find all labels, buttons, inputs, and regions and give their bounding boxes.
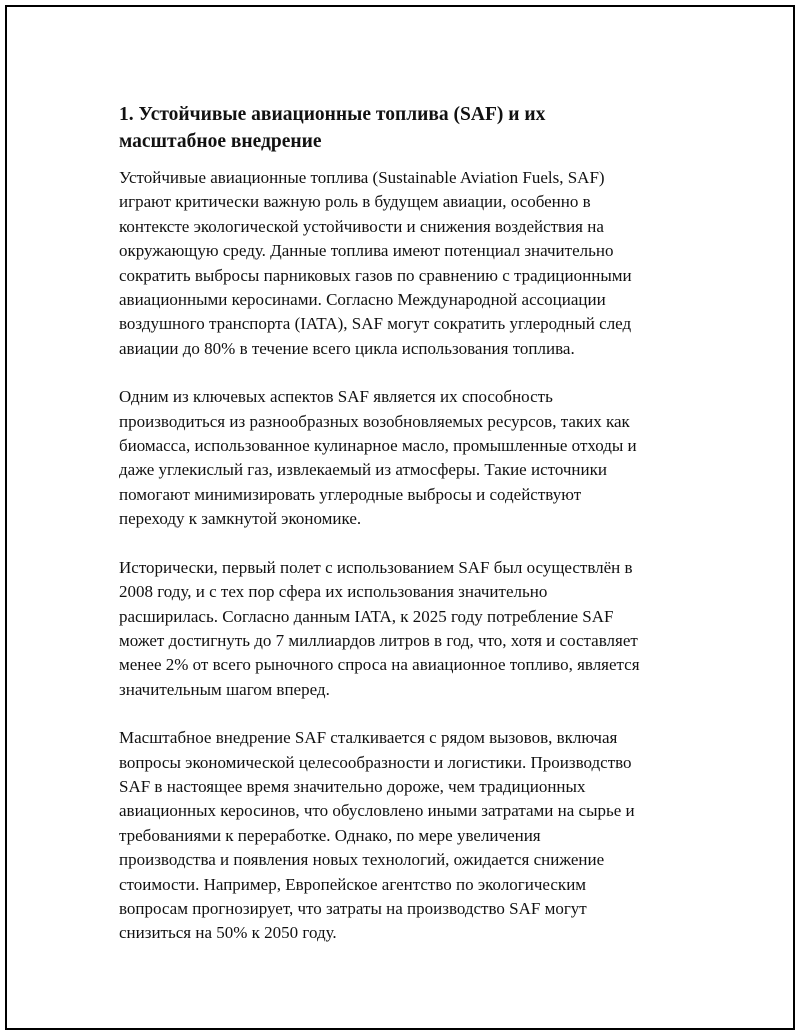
text-line: требованиями к переработке. Однако, по мере увеличения — [119, 825, 541, 845]
text-line: воздушного транспорта (IATA), SAF могут сократить углеродный след — [119, 314, 632, 334]
document-body — [119, 101, 694, 946]
text-line: вопросам прогнозирует, что затраты на производство SAF могут — [119, 898, 587, 918]
text-line: авиационных керосинов, что обусловлено иными затратами на сырье и — [119, 801, 635, 821]
text-line: даже углекислый газ, извлекаемый из атмосферы. Такие источники — [119, 460, 607, 480]
page-frame — [5, 5, 795, 1030]
text-line: Устойчивые авиационные топлива (Sustainable Aviation Fuels, SAF) — [119, 168, 605, 187]
text-line: контексте экологической устойчивости и снижения воздействия на — [119, 216, 604, 236]
text-line: сократить выбросы парниковых газов по сравнению с традиционными — [119, 265, 632, 285]
text-line: авиации до 80% в течение всего цикла использования топлива. — [119, 338, 575, 358]
text-line: вопросы экономической целесообразности и логистики. Производство — [119, 752, 632, 772]
text-line: авиационными керосинами. Согласно Международной ассоциации — [119, 290, 606, 310]
paragraph-challenges — [119, 726, 694, 946]
text-line: Исторически, первый полет с использованием SAF был осуществлён в — [119, 557, 633, 577]
text-line: снизиться на 50% к 2050 году. — [119, 923, 337, 943]
title-line: масштабное внедрение — [119, 131, 322, 152]
text-line: производства и появления новых технологий, ожидается снижение — [119, 850, 605, 870]
text-line: расширилась. Согласно данным IATA, к 2025 году потребление SAF — [119, 606, 614, 626]
paragraph-history — [119, 556, 694, 702]
text-line: играют критически важную роль в будущем авиации, особенно в — [119, 192, 591, 212]
text-line: окружающую среду. Данные топлива имеют потенциал значительно — [119, 241, 614, 261]
text-line: может достигнуть до 7 миллиардов литров в год, что, хотя и составляет — [119, 630, 638, 650]
paragraph-intro — [119, 166, 694, 361]
text-line: Масштабное внедрение SAF сталкивается с рядом вызовов, включая — [119, 728, 618, 748]
text-line: помогают минимизировать углеродные выбросы и содействуют — [119, 484, 582, 504]
text-line: стоимости. Например, Европейское агентство по экологическим — [119, 874, 587, 894]
text-line: менее 2% от всего рыночного спроса на авиационное топливо, является — [119, 655, 640, 675]
text-line: биомасса, использованное кулинарное масло, промышленные отходы и — [119, 436, 637, 456]
text-line: SAF в настоящее время значительно дороже, чем традиционных — [119, 776, 586, 796]
paragraph-sources — [119, 385, 694, 531]
text-line: значительным шагом вперед. — [119, 679, 330, 699]
text-line: Одним из ключевых аспектов SAF является их способность — [119, 387, 553, 407]
text-line: 2008 году, и с тех пор сфера их использования значительно — [119, 582, 548, 602]
section-title — [119, 101, 694, 155]
text-line: производиться из разнообразных возобновляемых ресурсов, таких как — [119, 411, 630, 431]
title-line: 1. Устойчивые авиационные топлива (SAF) и их — [119, 104, 546, 125]
text-line: переходу к замкнутой экономике. — [119, 509, 362, 529]
